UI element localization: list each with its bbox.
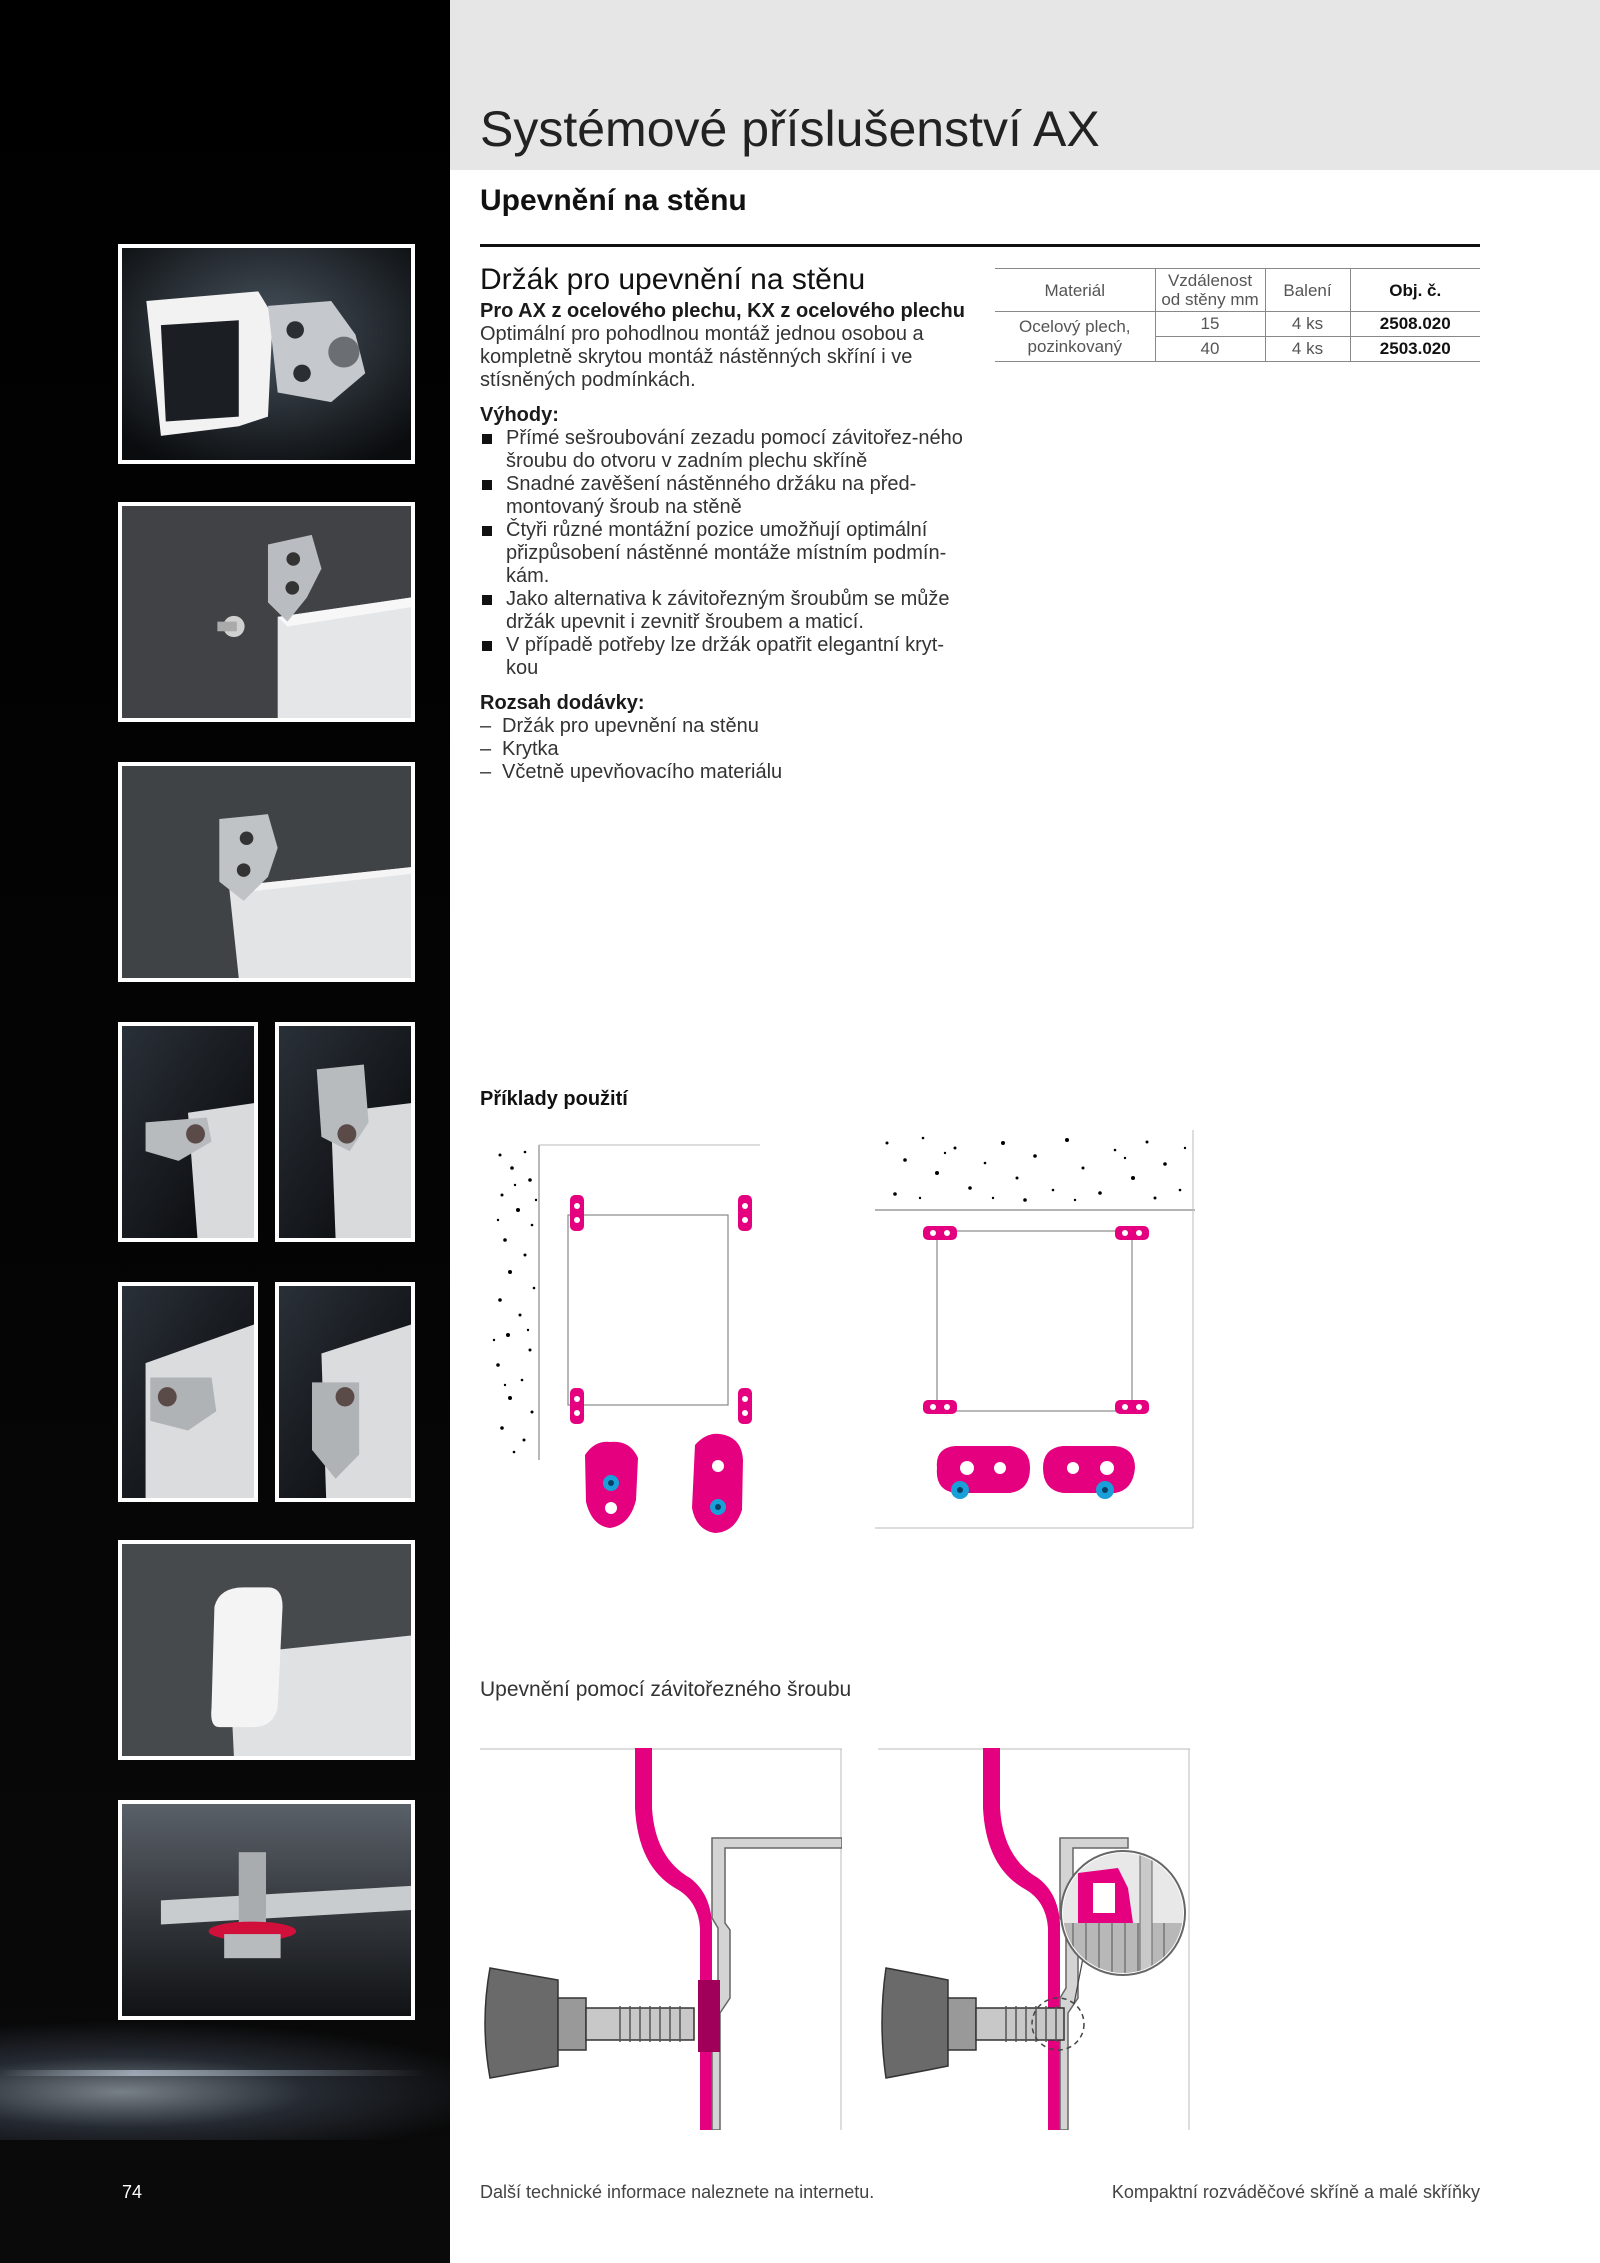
cell-distance: 40 xyxy=(1155,337,1265,362)
sidebar-light-line xyxy=(0,2070,450,2076)
title-divider xyxy=(480,244,1480,247)
scope-list xyxy=(480,715,970,784)
advantages-heading: Výhody: xyxy=(480,404,559,426)
sidebar-light-glow xyxy=(0,2020,450,2140)
diagram-screw-section xyxy=(480,1748,842,2130)
advantage-item: V případě potřeby lze držák opatřit elegantní kryt-kou xyxy=(480,634,970,680)
photo-bracket-mounted xyxy=(118,762,415,982)
table-header-row xyxy=(995,269,1480,312)
fixing-heading: Upevnění pomocí závitořezného šroubu xyxy=(480,1678,852,1701)
scope-item: – Včetně upevňovacího materiálu xyxy=(480,761,970,784)
cell-material: Ocelový plech, pozinkovaný xyxy=(995,312,1155,362)
header-order-number: Obj. č. xyxy=(1350,269,1480,312)
product-name: Držák pro upevnění na stěnu xyxy=(480,263,866,296)
photo-position-4 xyxy=(275,1282,415,1502)
examples-heading: Příklady použití xyxy=(480,1088,628,1110)
product-applies-to: Pro AX z ocelového plechu, KX z ocelového plechu xyxy=(480,300,965,322)
photo-position-2 xyxy=(275,1022,415,1242)
table-row xyxy=(995,312,1480,337)
photo-position-3 xyxy=(118,1282,258,1502)
header-material: Materiál xyxy=(995,269,1155,312)
photo-bracket-with-cover xyxy=(118,244,415,464)
scope-item: – Držák pro upevnění na stěnu xyxy=(480,715,970,738)
cell-order-number: 2508.020 xyxy=(1350,312,1480,337)
photo-thread-cutting-screw xyxy=(118,1800,415,2020)
advantage-item: Snadné zavěšení nástěnného držáku na před-montovaný šroub na stěně xyxy=(480,473,970,519)
header-packaging: Balení xyxy=(1265,269,1350,312)
advantage-item: Jako alternativa k závitořezným šroubům se může držák upevnit i zevnitř šroubem a maticí. xyxy=(480,588,970,634)
header-distance: Vzdálenost od stěny mm xyxy=(1155,269,1265,312)
product-summary: Optimální pro pohodlnou montáž jednou osobou a kompletně skrytou montáž nástěnných skříní i ve stísněných podmínkách. xyxy=(480,323,924,391)
footer-note: Další technické informace naleznete na internetu. xyxy=(480,2182,875,2202)
photo-position-1 xyxy=(118,1022,258,1242)
scope-item: – Krytka xyxy=(480,738,970,761)
diagram-ceiling-mount xyxy=(875,1128,1195,1538)
diagram-screw-section-detail xyxy=(878,1748,1190,2130)
product-description xyxy=(480,262,970,784)
order-table xyxy=(995,268,1480,362)
photo-cover-cap xyxy=(118,1540,415,1760)
page-title: Systémové příslušenství AX xyxy=(480,101,1100,157)
advantages-list xyxy=(480,427,970,680)
photo-bracket-hanging xyxy=(118,502,415,722)
cell-order-number: 2503.020 xyxy=(1350,337,1480,362)
diagram-wall-mount xyxy=(480,1140,760,1550)
advantage-item: Čtyři různé montážní pozice umožňují optimální přizpůsobení nástěnné montáže místním podmín-kám. xyxy=(480,519,970,588)
section-title: Upevnění na stěnu xyxy=(480,184,747,217)
advantage-item: Přímé sešroubování zezadu pomocí závitořez-ného šroubu do otvoru v zadním plechu skříně xyxy=(480,427,970,473)
footer-catalog-section: Kompaktní rozváděčové skříně a malé skříňky xyxy=(1111,2182,1480,2202)
cell-distance: 15 xyxy=(1155,312,1265,337)
scope-heading: Rozsah dodávky: xyxy=(480,692,645,714)
cell-packaging: 4 ks xyxy=(1265,337,1350,362)
page-number: 74 xyxy=(122,2182,143,2202)
cell-packaging: 4 ks xyxy=(1265,312,1350,337)
